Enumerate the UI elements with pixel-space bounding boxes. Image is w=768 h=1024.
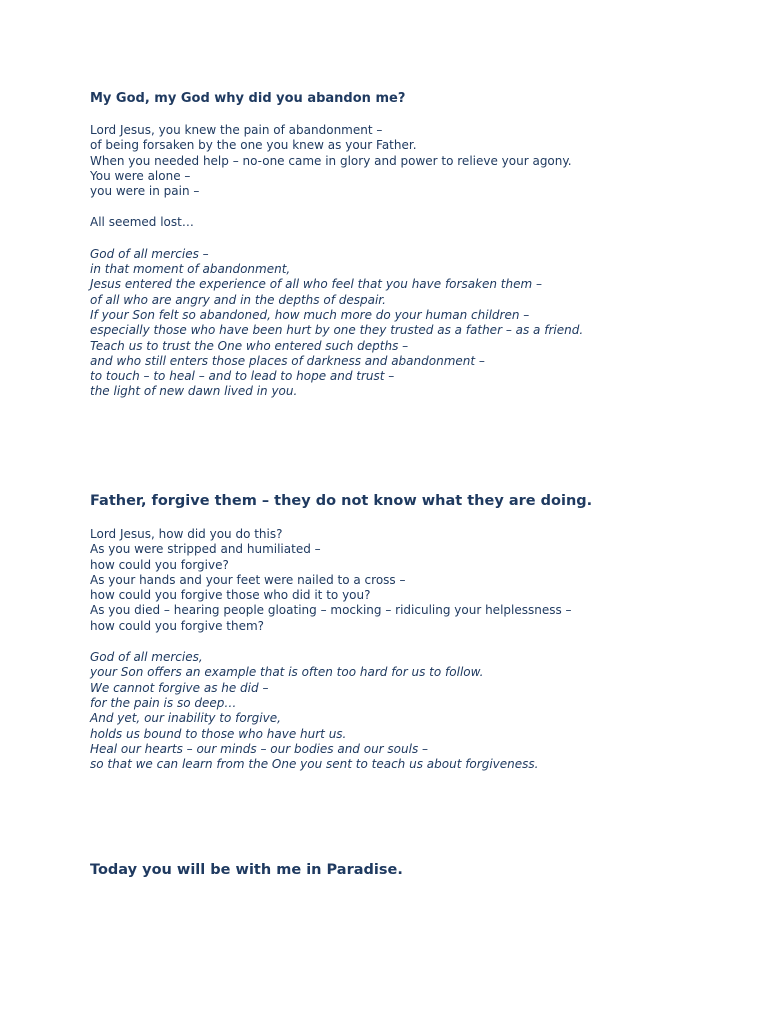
prayer-line: for the pain is so deep…: [90, 695, 237, 710]
prayer-line: so that we can learn from the One you sent to teach us about forgiveness.: [90, 757, 539, 772]
prayer-line: and who still enters those places of darkness and abandonment –: [90, 353, 485, 368]
section-heading: Father, forgive them – they do not know what they are doing.: [90, 493, 593, 509]
text-line: All seemed lost…: [90, 215, 194, 230]
prayer-line: of all who are angry and in the depths of despair.: [90, 292, 386, 307]
prayer-paragraph: [90, 650, 750, 772]
text-line: how could you forgive those who did it to you?: [90, 588, 371, 603]
text-line: of being forsaken by the one you knew as your Father.: [90, 138, 417, 153]
text-line: how could you forgive them?: [90, 618, 265, 633]
section-paradise: [90, 861, 750, 879]
prayer-line: Heal our hearts – our minds – our bodies and our souls –: [90, 741, 429, 756]
text-line: As you were stripped and humiliated –: [90, 542, 321, 557]
paragraph: [90, 123, 750, 199]
prayer-line: God of all mercies,: [90, 650, 203, 665]
prayer-line: the light of new dawn lived in you.: [90, 384, 298, 399]
section-abandonment: [90, 91, 750, 400]
prayer-line: God of all mercies –: [90, 246, 209, 261]
text-line: you were in pain –: [90, 184, 200, 199]
text-line: You were alone –: [90, 168, 191, 183]
prayer-line: holds us bound to those who have hurt us.: [90, 726, 347, 741]
prayer-paragraph: [90, 247, 750, 400]
prayer-line: to touch – to heal – and to lead to hope and trust –: [90, 369, 395, 384]
text-line: When you needed help – no-one came in glory and power to relieve your agony.: [90, 153, 572, 168]
paragraph: [90, 527, 750, 634]
prayer-line: And yet, our inability to forgive,: [90, 711, 281, 726]
prayer-line: especially those who have been hurt by one they trusted as a father – as a friend.: [90, 323, 584, 338]
prayer-line: in that moment of abandonment,: [90, 262, 291, 277]
text-line: Lord Jesus, how did you do this?: [90, 527, 283, 541]
text-line: As your hands and your feet were nailed to a cross –: [90, 572, 406, 587]
section-heading: My God, my God why did you abandon me?: [90, 91, 406, 106]
prayer-line: We cannot forgive as he did –: [90, 680, 269, 695]
section-heading: Today you will be with me in Paradise.: [90, 862, 403, 878]
text-line: how could you forgive?: [90, 557, 229, 572]
text-line: As you died – hearing people gloating – mocking – ridiculing your helplessness –: [90, 603, 572, 618]
prayer-line: If your Son felt so abandoned, how much more do your human children –: [90, 307, 530, 322]
paragraph: [90, 215, 750, 230]
prayer-line: your Son offers an example that is often too hard for us to follow.: [90, 665, 484, 680]
text-line: Lord Jesus, you knew the pain of abandonment –: [90, 123, 383, 137]
section-forgiveness: [90, 492, 750, 772]
prayer-line: Jesus entered the experience of all who feel that you have forsaken them –: [90, 277, 543, 292]
prayer-line: Teach us to trust the One who entered such depths –: [90, 338, 409, 353]
